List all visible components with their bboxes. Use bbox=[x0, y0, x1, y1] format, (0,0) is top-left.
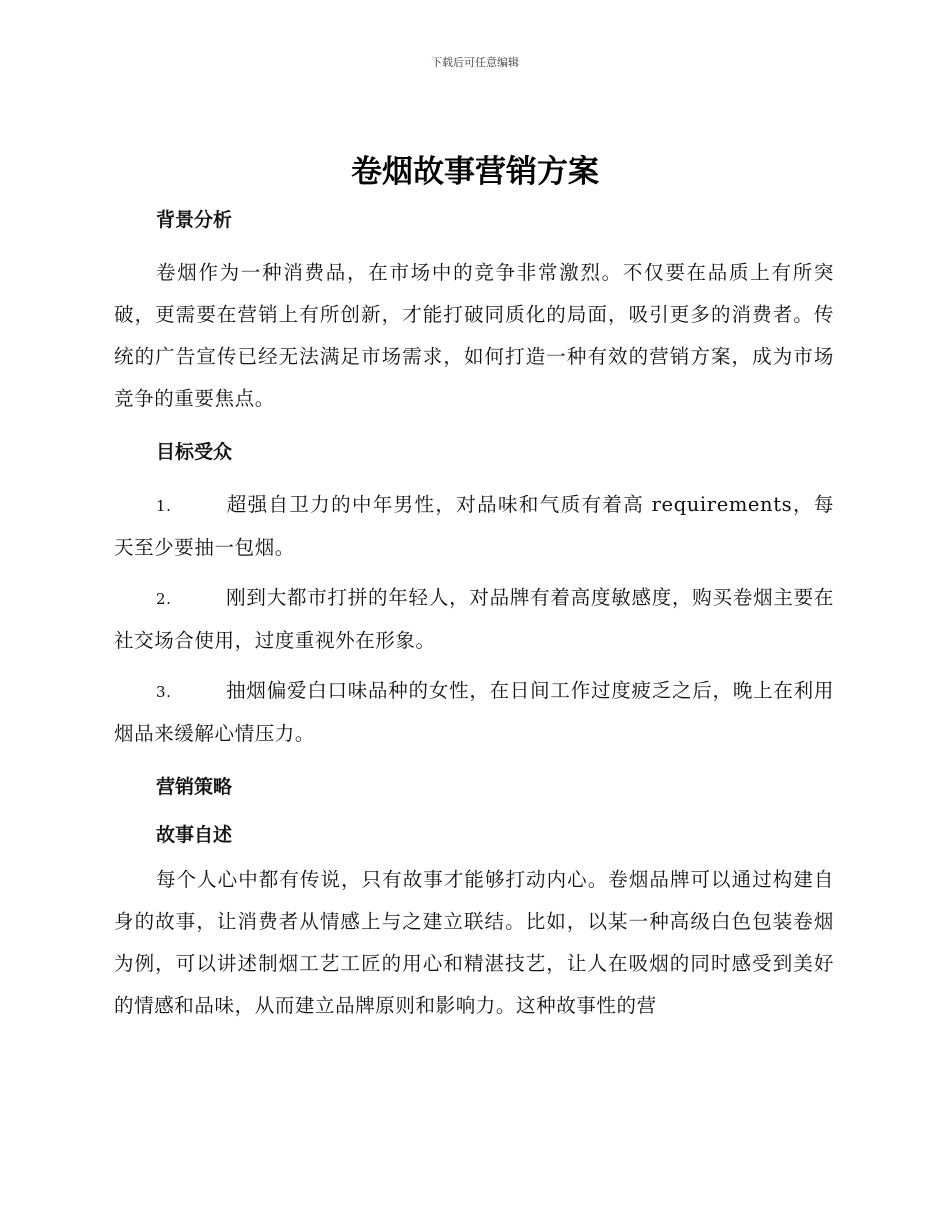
list-item-text: 抽烟偏爱白口味品种的女性，在日间工作过度疲乏之后，晚上在利用烟品来缓解心情压力。 bbox=[114, 679, 834, 745]
strategy-paragraph: 每个人心中都有传说，只有故事才能够打动内心。卷烟品牌可以通过构建自身的故事，让消费者从情感上与之建立联结。比如，以某一种高级白色包装卷烟为例，可以讲述制烟工艺工匠的用心和精湛技艺，让人在吸烟的同时感受到美好的情感和品味，从而建立品牌原则和影响力。这种故事性的营 bbox=[114, 868, 834, 1017]
subheading-story: 故事自述 bbox=[156, 824, 233, 846]
list-item-number: 3. bbox=[156, 683, 172, 701]
background-paragraph: 卷烟作为一种消费品，在市场中的竞争非常激烈。不仅要在品质上有所突破，更需要在营销上有所创新，才能打破同质化的局面，吸引更多的消费者。传统的广告宣传已经无法满足市场需求，如何打造一种有效的营销方案，成为市场竞争的重要焦点。 bbox=[114, 261, 834, 410]
document-body bbox=[114, 204, 834, 1027]
list-item-number: 1. bbox=[156, 497, 172, 515]
page-header: 下载后可任意编辑 bbox=[431, 56, 519, 69]
list-item bbox=[114, 577, 834, 662]
list-item bbox=[114, 484, 834, 569]
document-title: 卷烟故事营销方案 bbox=[351, 154, 599, 190]
list-item-text: 超强自卫力的中年男性，对品味和气质有着高 requirements，每天至少要抽一包烟。 bbox=[114, 493, 834, 559]
section-heading-audience: 目标受众 bbox=[156, 441, 233, 463]
list-item-text: 刚到大都市打拼的年轻人，对品牌有着高度敏感度，购买卷烟主要在社交场合使用，过度重视外在形象。 bbox=[114, 586, 834, 652]
list-item-number: 2. bbox=[156, 590, 172, 608]
section-heading-background: 背景分析 bbox=[156, 209, 233, 231]
list-item bbox=[114, 670, 834, 755]
section-heading-strategy: 营销策略 bbox=[156, 776, 233, 798]
